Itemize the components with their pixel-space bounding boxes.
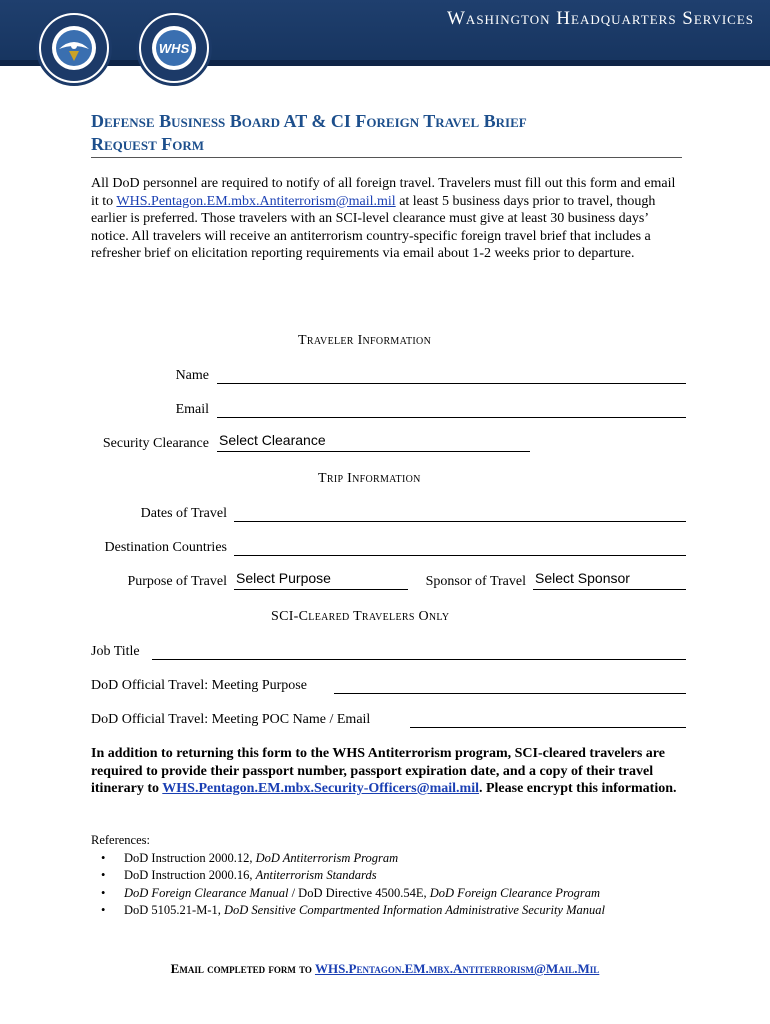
whs-seal-text: WHS [158, 41, 190, 56]
dates-of-travel-field[interactable] [234, 521, 686, 522]
destination-countries-field[interactable] [234, 555, 686, 556]
meeting-purpose-label: DoD Official Travel: Meeting Purpose [91, 678, 307, 693]
intro-text-1: All DoD personnel are required to notify of all foreign travel. Travelers must fill out this form and email it to [91, 176, 676, 209]
footer-prefix: Email completed form to [170, 961, 315, 976]
security-officers-email-link[interactable]: WHS.Pentagon.EM.mbx.Security-Officers@mail.mil [162, 781, 479, 796]
intro-text-2: at least 5 business days prior to travel, though earlier is preferred. Those travelers with an SCI-level clearance must give at least 30 business days’ notice. All travelers will receive an antiterrorism country-specific foreign travel brief that includes a refresher brief on elicitation reporting requirements via email about 1-2 weeks prior to departure. [91, 193, 656, 261]
ref-title: DoD Antiterrorism Program [255, 850, 399, 865]
references-list [91, 850, 711, 920]
ref-title: Antiterrorism Standards [255, 868, 377, 882]
sci-note-text-1: In addition to returning this form to the WHS Antiterrorism program, SCI-cleared travelers are required to provide their passport number, passport expiration date, and a copy of their travel itinerary to [91, 746, 665, 796]
meeting-poc-label: DoD Official Travel: Meeting POC Name / Email [91, 712, 371, 727]
sci-note-text-2: . Please encrypt this information. [478, 781, 677, 796]
title-line-2: Request Form [91, 134, 205, 154]
dod-seal-icon [36, 10, 112, 86]
security-clearance-label: Security Clearance [102, 436, 209, 451]
email-label: Email [175, 402, 209, 417]
ref-text: DoD Instruction 2000.12, [124, 850, 256, 865]
ref-title: DoD Foreign Clearance Program [429, 885, 600, 900]
ref-text: DoD Instruction 2000.16, [124, 868, 256, 882]
sci-note-paragraph [91, 745, 686, 798]
sci-travelers-heading: SCI-Cleared Travelers Only [271, 609, 450, 624]
purpose-of-travel-label: Purpose of Travel [127, 574, 227, 589]
meeting-poc-field[interactable] [410, 727, 686, 728]
list-item [91, 902, 711, 920]
intro-paragraph [91, 175, 686, 263]
dates-of-travel-label: Dates of Travel [140, 506, 227, 521]
sponsor-of-travel-select[interactable]: Select Sponsor [535, 570, 630, 586]
footer-instruction [0, 961, 770, 977]
name-field[interactable] [217, 383, 686, 384]
list-item [91, 885, 711, 903]
title-divider [91, 157, 682, 158]
page-title [91, 110, 686, 156]
job-title-label: Job Title [91, 644, 140, 659]
email-field[interactable] [217, 417, 686, 418]
whs-seal-icon [136, 10, 212, 86]
purpose-of-travel-underline [234, 589, 408, 590]
ref-title: DoD Sensitive Compartmented Information Administrative Security Manual [224, 903, 605, 917]
meeting-purpose-field[interactable] [334, 693, 686, 694]
references-heading: References: [91, 833, 150, 847]
traveler-info-heading: Traveler Information [298, 333, 432, 348]
trip-info-heading: Trip Information [318, 471, 421, 486]
org-name: Washington Headquarters Services [447, 8, 754, 29]
ref-title: DoD Foreign Clearance Manual [124, 885, 289, 900]
ref-text: / DoD Directive 4500.54E, [288, 885, 430, 900]
ref-text: DoD 5105.21-M-1, [124, 903, 224, 917]
list-item [91, 867, 711, 885]
security-clearance-select[interactable]: Select Clearance [219, 432, 326, 448]
name-label: Name [175, 368, 209, 383]
job-title-field[interactable] [152, 659, 686, 660]
security-clearance-underline [217, 451, 530, 452]
sponsor-of-travel-underline [533, 589, 686, 590]
list-item [91, 850, 711, 868]
references-section [91, 832, 711, 920]
destination-countries-label: Destination Countries [104, 540, 227, 555]
title-line-1: Defense Business Board AT & CI Foreign Travel Brief [91, 111, 527, 131]
antiterrorism-email-link[interactable]: WHS.Pentagon.EM.mbx.Antiterrorism@mail.mil [116, 193, 396, 209]
sponsor-of-travel-label: Sponsor of Travel [425, 574, 526, 589]
purpose-of-travel-select[interactable]: Select Purpose [236, 570, 331, 586]
footer-email-link[interactable]: WHS.Pentagon.EM.mbx.Antiterrorism@Mail.Mil [314, 961, 600, 976]
header-banner-stripe [0, 60, 770, 66]
